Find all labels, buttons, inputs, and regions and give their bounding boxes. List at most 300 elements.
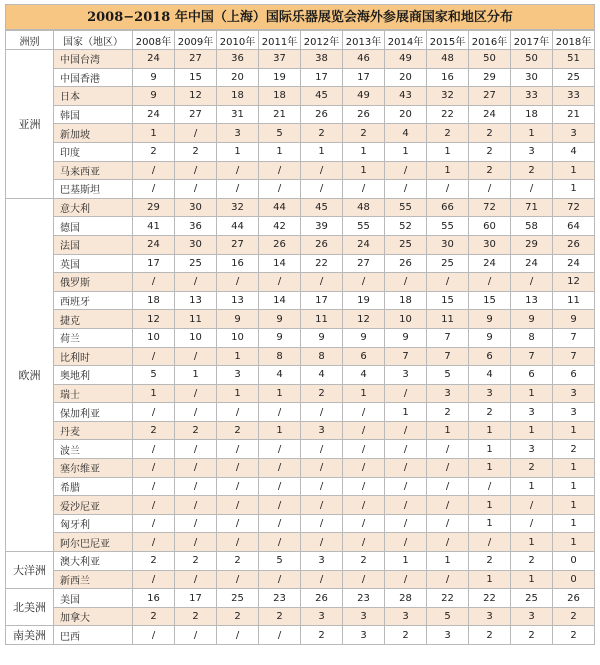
value-cell: 21 xyxy=(259,105,301,124)
value-cell: 3 xyxy=(301,607,343,626)
value-cell: / xyxy=(217,477,259,496)
value-cell: / xyxy=(133,273,175,292)
value-cell: / xyxy=(175,440,217,459)
value-cell: / xyxy=(343,459,385,478)
value-cell: / xyxy=(427,440,469,459)
value-cell: 13 xyxy=(511,291,553,310)
value-cell: / xyxy=(133,440,175,459)
value-cell: 1 xyxy=(553,161,595,180)
value-cell: 49 xyxy=(343,87,385,106)
value-cell: / xyxy=(427,514,469,533)
value-cell: 3 xyxy=(553,124,595,143)
value-cell: 9 xyxy=(217,310,259,329)
country-cell: 法国 xyxy=(54,235,133,254)
value-cell: / xyxy=(511,273,553,292)
value-cell: / xyxy=(133,533,175,552)
value-cell: 1 xyxy=(511,533,553,552)
country-cell: 希腊 xyxy=(54,477,133,496)
value-cell: 1 xyxy=(133,124,175,143)
country-cell: 印度 xyxy=(54,142,133,161)
value-cell: / xyxy=(427,180,469,199)
value-cell: / xyxy=(217,161,259,180)
value-cell: 2 xyxy=(217,552,259,571)
value-cell: 2 xyxy=(133,142,175,161)
value-cell: 22 xyxy=(427,589,469,608)
value-cell: / xyxy=(511,496,553,515)
value-cell: / xyxy=(427,459,469,478)
value-cell: 4 xyxy=(553,142,595,161)
value-cell: 3 xyxy=(427,626,469,645)
value-cell: / xyxy=(301,477,343,496)
value-cell: 9 xyxy=(511,310,553,329)
value-cell: 19 xyxy=(343,291,385,310)
value-cell: 45 xyxy=(301,198,343,217)
country-cell: 美国 xyxy=(54,589,133,608)
value-cell: / xyxy=(385,570,427,589)
value-cell: 24 xyxy=(133,105,175,124)
value-cell: 5 xyxy=(133,366,175,385)
value-cell: 2 xyxy=(259,607,301,626)
value-cell: 26 xyxy=(385,254,427,273)
value-cell: 5 xyxy=(427,607,469,626)
value-cell: 2 xyxy=(217,607,259,626)
value-cell: 17 xyxy=(133,254,175,273)
table-row xyxy=(6,180,595,199)
value-cell: / xyxy=(217,570,259,589)
value-cell: 1 xyxy=(175,366,217,385)
table-row xyxy=(6,570,595,589)
value-cell: / xyxy=(469,477,511,496)
value-cell: 2 xyxy=(175,421,217,440)
header-cell: 2016年 xyxy=(469,31,511,50)
value-cell: / xyxy=(217,626,259,645)
country-cell: 日本 xyxy=(54,87,133,106)
value-cell: 20 xyxy=(385,105,427,124)
value-cell: 2 xyxy=(469,161,511,180)
table-row xyxy=(6,198,595,217)
value-cell: 12 xyxy=(175,87,217,106)
table-row xyxy=(6,273,595,292)
value-cell: 29 xyxy=(133,198,175,217)
value-cell: 1 xyxy=(301,142,343,161)
country-cell: 奥地利 xyxy=(54,366,133,385)
value-cell: / xyxy=(259,273,301,292)
value-cell: 23 xyxy=(343,589,385,608)
value-cell: 2 xyxy=(511,626,553,645)
value-cell: 2 xyxy=(553,440,595,459)
value-cell: 26 xyxy=(301,105,343,124)
value-cell: / xyxy=(133,477,175,496)
value-cell: 27 xyxy=(175,50,217,69)
value-cell: 9 xyxy=(385,328,427,347)
value-cell: 2 xyxy=(469,142,511,161)
value-cell: / xyxy=(469,273,511,292)
value-cell: 8 xyxy=(511,328,553,347)
value-cell: / xyxy=(217,273,259,292)
value-cell: / xyxy=(175,161,217,180)
value-cell: 1 xyxy=(511,421,553,440)
value-cell: 16 xyxy=(217,254,259,273)
value-cell: 3 xyxy=(217,366,259,385)
table-row xyxy=(6,328,595,347)
table-row xyxy=(6,142,595,161)
value-cell: 1 xyxy=(469,459,511,478)
value-cell: 1 xyxy=(553,496,595,515)
table-row xyxy=(6,68,595,87)
value-cell: 10 xyxy=(133,328,175,347)
value-cell: 3 xyxy=(511,440,553,459)
value-cell: / xyxy=(385,180,427,199)
value-cell: 7 xyxy=(385,347,427,366)
value-cell: 9 xyxy=(343,328,385,347)
value-cell: 43 xyxy=(385,87,427,106)
value-cell: / xyxy=(343,421,385,440)
value-cell: / xyxy=(133,496,175,515)
country-cell: 新加坡 xyxy=(54,124,133,143)
table-row xyxy=(6,421,595,440)
value-cell: 30 xyxy=(175,235,217,254)
value-cell: / xyxy=(217,514,259,533)
value-cell: / xyxy=(343,514,385,533)
table-row xyxy=(6,217,595,236)
table-row xyxy=(6,161,595,180)
value-cell: 22 xyxy=(427,105,469,124)
value-cell: 2 xyxy=(301,626,343,645)
value-cell: 2 xyxy=(469,124,511,143)
value-cell: 12 xyxy=(553,273,595,292)
value-cell: 1 xyxy=(511,477,553,496)
value-cell: 1 xyxy=(553,459,595,478)
value-cell: / xyxy=(217,533,259,552)
value-cell: 1 xyxy=(427,161,469,180)
value-cell: / xyxy=(385,384,427,403)
country-cell: 爱沙尼亚 xyxy=(54,496,133,515)
value-cell: 17 xyxy=(301,291,343,310)
value-cell: / xyxy=(301,161,343,180)
value-cell: 4 xyxy=(343,366,385,385)
table-row xyxy=(6,87,595,106)
value-cell: 1 xyxy=(217,347,259,366)
value-cell: 2 xyxy=(427,403,469,422)
value-cell: / xyxy=(427,570,469,589)
header-cell: 2010年 xyxy=(217,31,259,50)
value-cell: / xyxy=(175,403,217,422)
value-cell: 11 xyxy=(301,310,343,329)
value-cell: 2 xyxy=(385,626,427,645)
value-cell: 9 xyxy=(133,68,175,87)
header-cell: 2009年 xyxy=(175,31,217,50)
value-cell: 13 xyxy=(175,291,217,310)
value-cell: / xyxy=(301,273,343,292)
value-cell: / xyxy=(175,384,217,403)
country-cell: 丹麦 xyxy=(54,421,133,440)
value-cell: 15 xyxy=(175,68,217,87)
value-cell: / xyxy=(385,440,427,459)
value-cell: / xyxy=(175,514,217,533)
value-cell: / xyxy=(133,459,175,478)
value-cell: 24 xyxy=(469,105,511,124)
value-cell: 7 xyxy=(427,328,469,347)
value-cell: 1 xyxy=(511,570,553,589)
table-row xyxy=(6,366,595,385)
country-cell: 波兰 xyxy=(54,440,133,459)
value-cell: 3 xyxy=(385,366,427,385)
value-cell: 30 xyxy=(511,68,553,87)
value-cell: / xyxy=(301,459,343,478)
exhibitor-table xyxy=(5,30,595,645)
value-cell: 25 xyxy=(217,589,259,608)
table-row xyxy=(6,440,595,459)
value-cell: 4 xyxy=(385,124,427,143)
value-cell: / xyxy=(469,533,511,552)
value-cell: 1 xyxy=(469,570,511,589)
value-cell: 42 xyxy=(259,217,301,236)
table-row xyxy=(6,496,595,515)
header-cell: 2012年 xyxy=(301,31,343,50)
country-cell: 俄罗斯 xyxy=(54,273,133,292)
value-cell: 26 xyxy=(301,235,343,254)
value-cell: 30 xyxy=(175,198,217,217)
country-cell: 巴基斯坦 xyxy=(54,180,133,199)
country-cell: 英国 xyxy=(54,254,133,273)
value-cell: 1 xyxy=(343,142,385,161)
value-cell: / xyxy=(259,477,301,496)
value-cell: 33 xyxy=(511,87,553,106)
value-cell: 1 xyxy=(259,421,301,440)
header-cell: 2008年 xyxy=(133,31,175,50)
value-cell: / xyxy=(175,477,217,496)
value-cell: 58 xyxy=(511,217,553,236)
value-cell: 27 xyxy=(175,105,217,124)
header-cell: 2017年 xyxy=(511,31,553,50)
country-cell: 中国台湾 xyxy=(54,50,133,69)
value-cell: 18 xyxy=(511,105,553,124)
value-cell: / xyxy=(175,570,217,589)
table-row xyxy=(6,459,595,478)
continent-cell: 亚洲 xyxy=(6,50,54,199)
value-cell: / xyxy=(259,180,301,199)
value-cell: 2 xyxy=(511,161,553,180)
value-cell: 2 xyxy=(469,403,511,422)
value-cell: / xyxy=(343,496,385,515)
value-cell: 6 xyxy=(343,347,385,366)
value-cell: / xyxy=(385,533,427,552)
value-cell: 5 xyxy=(259,124,301,143)
value-cell: 2 xyxy=(175,552,217,571)
table-row xyxy=(6,607,595,626)
value-cell: / xyxy=(385,477,427,496)
table-row xyxy=(6,514,595,533)
value-cell: 5 xyxy=(427,366,469,385)
value-cell: 45 xyxy=(301,87,343,106)
value-cell: / xyxy=(217,440,259,459)
value-cell: 26 xyxy=(553,235,595,254)
value-cell: 2 xyxy=(175,142,217,161)
value-cell: 18 xyxy=(385,291,427,310)
value-cell: 2 xyxy=(511,459,553,478)
value-cell: 1 xyxy=(553,477,595,496)
value-cell: / xyxy=(385,496,427,515)
value-cell: 3 xyxy=(511,142,553,161)
value-cell: / xyxy=(385,273,427,292)
value-cell: 26 xyxy=(343,105,385,124)
value-cell: / xyxy=(301,533,343,552)
value-cell: / xyxy=(301,496,343,515)
value-cell: 1 xyxy=(343,161,385,180)
header-cell: 2014年 xyxy=(385,31,427,50)
value-cell: 8 xyxy=(259,347,301,366)
value-cell: / xyxy=(511,514,553,533)
value-cell: 32 xyxy=(217,198,259,217)
value-cell: / xyxy=(175,459,217,478)
value-cell: / xyxy=(343,273,385,292)
country-cell: 捷克 xyxy=(54,310,133,329)
value-cell: 1 xyxy=(259,142,301,161)
value-cell: 4 xyxy=(469,366,511,385)
value-cell: 17 xyxy=(343,68,385,87)
value-cell: 51 xyxy=(553,50,595,69)
value-cell: 55 xyxy=(427,217,469,236)
value-cell: 14 xyxy=(259,254,301,273)
country-cell: 保加利亚 xyxy=(54,403,133,422)
value-cell: 1 xyxy=(343,384,385,403)
header-cell: 2013年 xyxy=(343,31,385,50)
value-cell: 3 xyxy=(385,607,427,626)
continent-cell: 南美洲 xyxy=(6,626,54,645)
value-cell: 72 xyxy=(553,198,595,217)
table-row xyxy=(6,310,595,329)
value-cell: 10 xyxy=(217,328,259,347)
value-cell: 2 xyxy=(553,626,595,645)
value-cell: 50 xyxy=(469,50,511,69)
value-cell: 24 xyxy=(469,254,511,273)
value-cell: / xyxy=(217,496,259,515)
header-cell: 2011年 xyxy=(259,31,301,50)
value-cell: 2 xyxy=(217,421,259,440)
value-cell: 1 xyxy=(511,124,553,143)
value-cell: 32 xyxy=(427,87,469,106)
value-cell: 12 xyxy=(343,310,385,329)
value-cell: 27 xyxy=(343,254,385,273)
table-row xyxy=(6,347,595,366)
value-cell: 11 xyxy=(553,291,595,310)
value-cell: 12 xyxy=(133,310,175,329)
value-cell: 22 xyxy=(469,589,511,608)
value-cell: 14 xyxy=(259,291,301,310)
value-cell: 27 xyxy=(217,235,259,254)
value-cell: / xyxy=(175,347,217,366)
value-cell: 25 xyxy=(511,589,553,608)
table-row xyxy=(6,50,595,69)
value-cell: / xyxy=(259,161,301,180)
value-cell: / xyxy=(343,440,385,459)
value-cell: 2 xyxy=(553,607,595,626)
value-cell: / xyxy=(259,626,301,645)
value-cell: / xyxy=(301,570,343,589)
value-cell: / xyxy=(259,403,301,422)
value-cell: 2 xyxy=(469,626,511,645)
value-cell: 48 xyxy=(343,198,385,217)
value-cell: / xyxy=(259,459,301,478)
header-cell: 2018年 xyxy=(553,31,595,50)
value-cell: 10 xyxy=(175,328,217,347)
value-cell: / xyxy=(385,459,427,478)
value-cell: 20 xyxy=(217,68,259,87)
value-cell: 3 xyxy=(343,626,385,645)
table-row xyxy=(6,403,595,422)
value-cell: 1 xyxy=(427,142,469,161)
value-cell: 22 xyxy=(301,254,343,273)
country-cell: 中国香港 xyxy=(54,68,133,87)
value-cell: / xyxy=(175,626,217,645)
value-cell: 21 xyxy=(553,105,595,124)
value-cell: / xyxy=(427,533,469,552)
value-cell: / xyxy=(175,496,217,515)
value-cell: 26 xyxy=(553,589,595,608)
value-cell: 0 xyxy=(553,570,595,589)
value-cell: / xyxy=(511,180,553,199)
value-cell: 18 xyxy=(259,87,301,106)
table-row xyxy=(6,477,595,496)
value-cell: / xyxy=(301,440,343,459)
value-cell: / xyxy=(259,514,301,533)
value-cell: / xyxy=(301,180,343,199)
header-cell: 洲别 xyxy=(6,31,54,50)
value-cell: 2 xyxy=(133,421,175,440)
value-cell: 3 xyxy=(511,607,553,626)
value-cell: 55 xyxy=(385,198,427,217)
value-cell: 17 xyxy=(301,68,343,87)
value-cell: 30 xyxy=(469,235,511,254)
value-cell: 66 xyxy=(427,198,469,217)
value-cell: 37 xyxy=(259,50,301,69)
value-cell: 27 xyxy=(469,87,511,106)
value-cell: 39 xyxy=(301,217,343,236)
value-cell: 24 xyxy=(343,235,385,254)
value-cell: 7 xyxy=(427,347,469,366)
value-cell: 31 xyxy=(217,105,259,124)
value-cell: 2 xyxy=(133,607,175,626)
value-cell: 1 xyxy=(427,552,469,571)
country-cell: 瑞士 xyxy=(54,384,133,403)
value-cell: 9 xyxy=(133,87,175,106)
country-cell: 新西兰 xyxy=(54,570,133,589)
value-cell: 10 xyxy=(385,310,427,329)
value-cell: 11 xyxy=(175,310,217,329)
value-cell: 1 xyxy=(553,421,595,440)
value-cell: 3 xyxy=(511,403,553,422)
value-cell: 6 xyxy=(511,366,553,385)
country-cell: 比利时 xyxy=(54,347,133,366)
value-cell: / xyxy=(133,626,175,645)
value-cell: 2 xyxy=(301,124,343,143)
value-cell: 15 xyxy=(427,291,469,310)
value-cell: / xyxy=(469,180,511,199)
value-cell: 1 xyxy=(427,421,469,440)
value-cell: / xyxy=(259,533,301,552)
value-cell: 2 xyxy=(301,384,343,403)
value-cell: 15 xyxy=(469,291,511,310)
table-row xyxy=(6,105,595,124)
value-cell: 9 xyxy=(469,328,511,347)
value-cell: 72 xyxy=(469,198,511,217)
value-cell: 9 xyxy=(553,310,595,329)
value-cell: 1 xyxy=(217,384,259,403)
value-cell: 41 xyxy=(133,217,175,236)
value-cell: 2 xyxy=(469,552,511,571)
value-cell: 28 xyxy=(385,589,427,608)
country-cell: 澳大利亚 xyxy=(54,552,133,571)
